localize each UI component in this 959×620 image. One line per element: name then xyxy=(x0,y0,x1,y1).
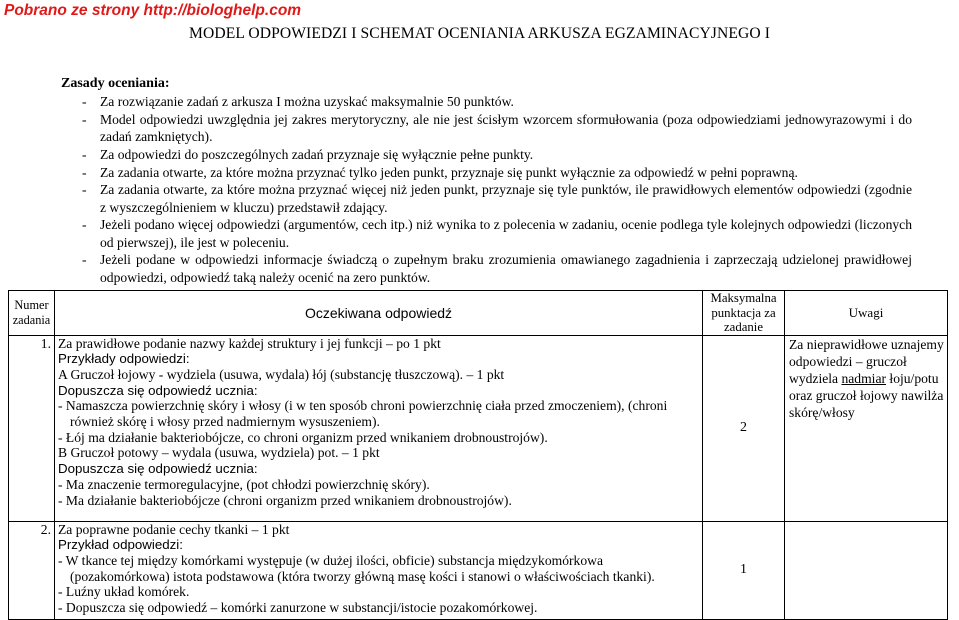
rules-list xyxy=(80,93,912,286)
answer-key-table xyxy=(8,290,948,620)
answer-line: - Namaszcza powierzchnię skóry i włosy (i w ten sposób chroni powierzchnię ciała przed zmoczeniem), (chroni xyxy=(58,398,668,414)
rule-item: - Za zadania otwarte, za które można przyznać więcej niż jeden punkt, przyznaje się tyle punktów, ile prawidłowych elementów odpowiedzi (zgodnie z wyszczególnieniem w kluczu) przedstawił zdający. xyxy=(80,181,912,215)
table-row xyxy=(9,521,948,620)
answer-line: - W tkance tej między komórkami występuje (w dużej ilości, obficie) substancja międzykomórkowa xyxy=(58,552,603,568)
task-number: 2. xyxy=(9,521,55,620)
answer-line: B Gruczoł potowy – wydala (usuwa, wydziela) pot. – 1 pkt xyxy=(58,445,380,461)
answer-line: Za poprawne podanie cechy tkanki – 1 pkt xyxy=(58,521,290,537)
header-max-points: Maksymalna punktacja za zadanie xyxy=(703,291,785,336)
answer-line: - Łój ma działanie bakteriobójcze, co chroni organizm przed wnikaniem drobnoustrojów). xyxy=(58,429,548,445)
rule-item: - Za zadania otwarte, za które można przyznać tylko jeden punkt, przyznaje się punkt wyłącznie za odpowiedź w pełni poprawną. xyxy=(80,164,912,181)
header-expected-answer: Oczekiwana odpowiedź xyxy=(55,291,703,336)
answer-line: Za prawidłowe podanie nazwy każdej struktury i jej funkcji – po 1 pkt xyxy=(58,335,441,351)
underlined-word: nadmiar xyxy=(841,370,887,386)
task-number: 1. xyxy=(9,335,55,521)
rule-item: - Jeżeli podano więcej odpowiedzi (argumentów, cech itp.) niż wynika to z polecenia w zadaniu, ocenie podlega tyle kolejnych odpowiedzi (liczonych od pierwszej), ile jest w poleceniu. xyxy=(80,216,912,250)
rule-item: - Jeżeli podane w odpowiedzi informacje świadczą o zupełnym braku zrozumienia omawianego zagadnienia i zaprzeczają udzielonej prawidłowej odpowiedzi, odpowiedź taką należy ocenić na zero punktów. xyxy=(80,251,912,285)
answer-line: - Ma znaczenie termoregulacyjne, (pot chłodzi powierzchnię skóry). xyxy=(58,476,430,492)
rules-heading: Zasady oceniania: xyxy=(61,76,170,91)
answer-line: również skórę i włosy przed nadmiernym wysuszeniem). xyxy=(70,414,380,430)
rule-item: - Za rozwiązanie zadań z arkusza I można uzyskać maksymalnie 50 punktów. xyxy=(80,93,912,110)
header-task-number: Numer zadania xyxy=(9,291,55,336)
answer-line: A Gruczoł łojowy - wydziela (usuwa, wydala) łój (substancję tłuszczową). – 1 pkt xyxy=(58,366,505,382)
source-watermark: Pobrano ze strony http://biologhelp.com xyxy=(4,2,302,19)
notes-cell: Za nieprawidłowe uznajemy odpowiedzi – gruczoł wydziela nadmiar łoju/potu oraz gruczoł łojowy nawilża skórę/włosy xyxy=(785,335,948,521)
answer-line: Przykłady odpowiedzi: xyxy=(58,351,190,367)
max-points: 1 xyxy=(703,521,785,620)
header-notes: Uwagi xyxy=(785,291,948,336)
document-title: MODEL ODPOWIEDZI I SCHEMAT OCENIANIA ARKUSZA EGZAMINACYJNEGO I xyxy=(189,25,770,42)
answer-line: Dopuszcza się odpowiedź ucznia: xyxy=(58,382,258,398)
rule-item: - Model odpowiedzi uwzględnia jej zakres merytoryczny, ale nie jest ścisłym wzorcem sformułowania (poza odpowiedziami jednowyrazowymi i do zadań zamkniętych). xyxy=(80,111,912,145)
answer-line: Dopuszcza się odpowiedź ucznia: xyxy=(58,461,258,477)
expected-answer xyxy=(55,521,703,620)
table-row xyxy=(9,335,948,521)
answer-line: - Ma działanie bakteriobójcze (chroni organizm przed wnikaniem drobnoustrojów). xyxy=(58,492,512,508)
table-header-row xyxy=(9,291,948,336)
answer-line: (pozakomórkowa) istota podstawowa (która tworzy główną masę kości i stanowi o właściwościach tkanki). xyxy=(70,568,655,584)
answer-line: Przykład odpowiedzi: xyxy=(58,537,183,553)
answer-line: - Luźny układ komórek. xyxy=(58,584,190,600)
expected-answer xyxy=(55,335,703,521)
answer-line: - Dopuszcza się odpowiedź – komórki zanurzone w substancji/istocie pozakomórkowej. xyxy=(58,600,538,616)
max-points: 2 xyxy=(703,335,785,521)
notes-cell xyxy=(785,521,948,620)
rule-item: - Za odpowiedzi do poszczególnych zadań przyznaje się wyłącznie pełne punkty. xyxy=(80,146,912,163)
